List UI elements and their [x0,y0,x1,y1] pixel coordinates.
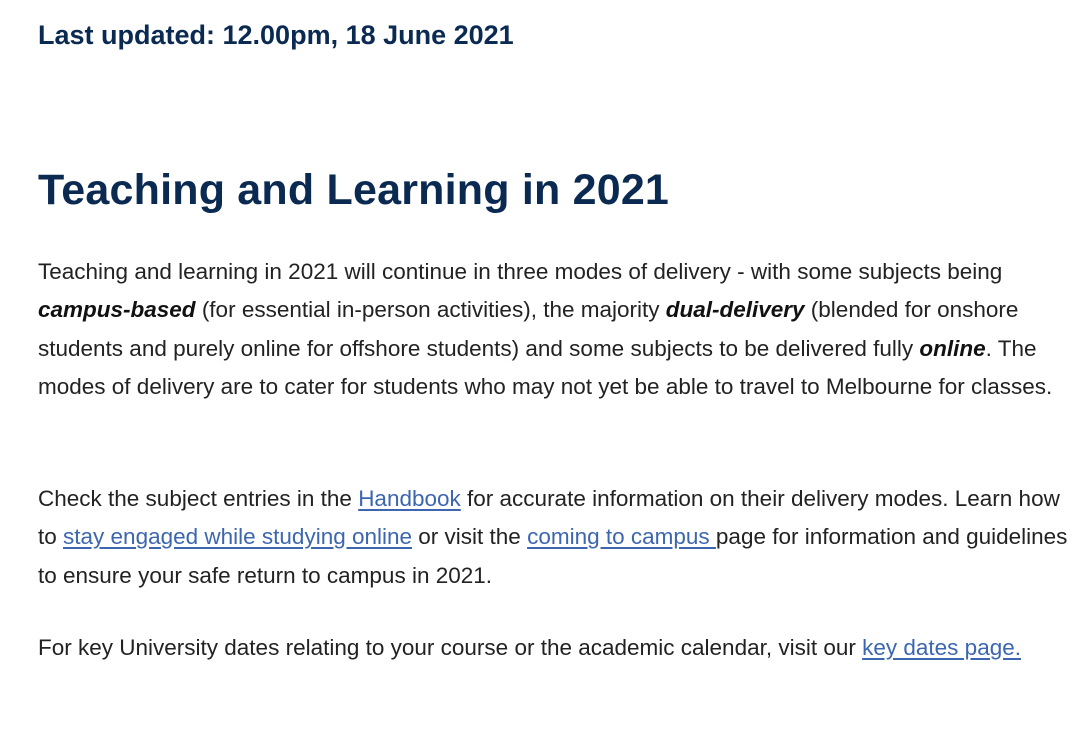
paragraph-text: Check the subject entries in the [38,486,359,511]
page-title: Teaching and Learning in 2021 [38,166,670,214]
last-updated-label: Last updated: 12.00pm, 18 June 2021 [38,20,514,50]
handbook-paragraph [38,480,1068,595]
delivery-modes-paragraph [38,253,1068,406]
paragraph-text: (blended for onshore students and purely online for offshore students) and some subjects to be delivered fully [38,297,1019,361]
stay-engaged-link[interactable]: stay engaged while studying online [63,524,413,550]
paragraph-text: page for information and guidelines to ensure your safe return to campus in 2021. [38,524,1068,588]
paragraph-text: or visit the [412,524,528,550]
mode-campus-based: campus-based [38,297,196,323]
paragraph-text: . The modes of delivery are to cater for students who may not yet be able to travel to Melbourne for classes. [38,335,1053,399]
paragraph-text: (for essential in-person activities), the majority [195,297,666,323]
paragraph-text: For key University dates relating to your course or the academic calendar, visit our [38,635,863,660]
mode-online: online [919,335,986,361]
key-dates-link[interactable]: key dates page. [862,635,1021,660]
paragraph-text: for accurate information on their delivery modes. Learn how to [38,486,1060,550]
coming-to-campus-link[interactable]: coming to campus [527,524,716,550]
handbook-link[interactable]: Handbook [358,486,461,511]
mode-dual-delivery: dual-delivery [665,297,805,323]
key-dates-paragraph [38,629,1048,667]
paragraph-text: Teaching and learning in 2021 will continue in three modes of delivery - with some subjects being [38,259,1003,284]
